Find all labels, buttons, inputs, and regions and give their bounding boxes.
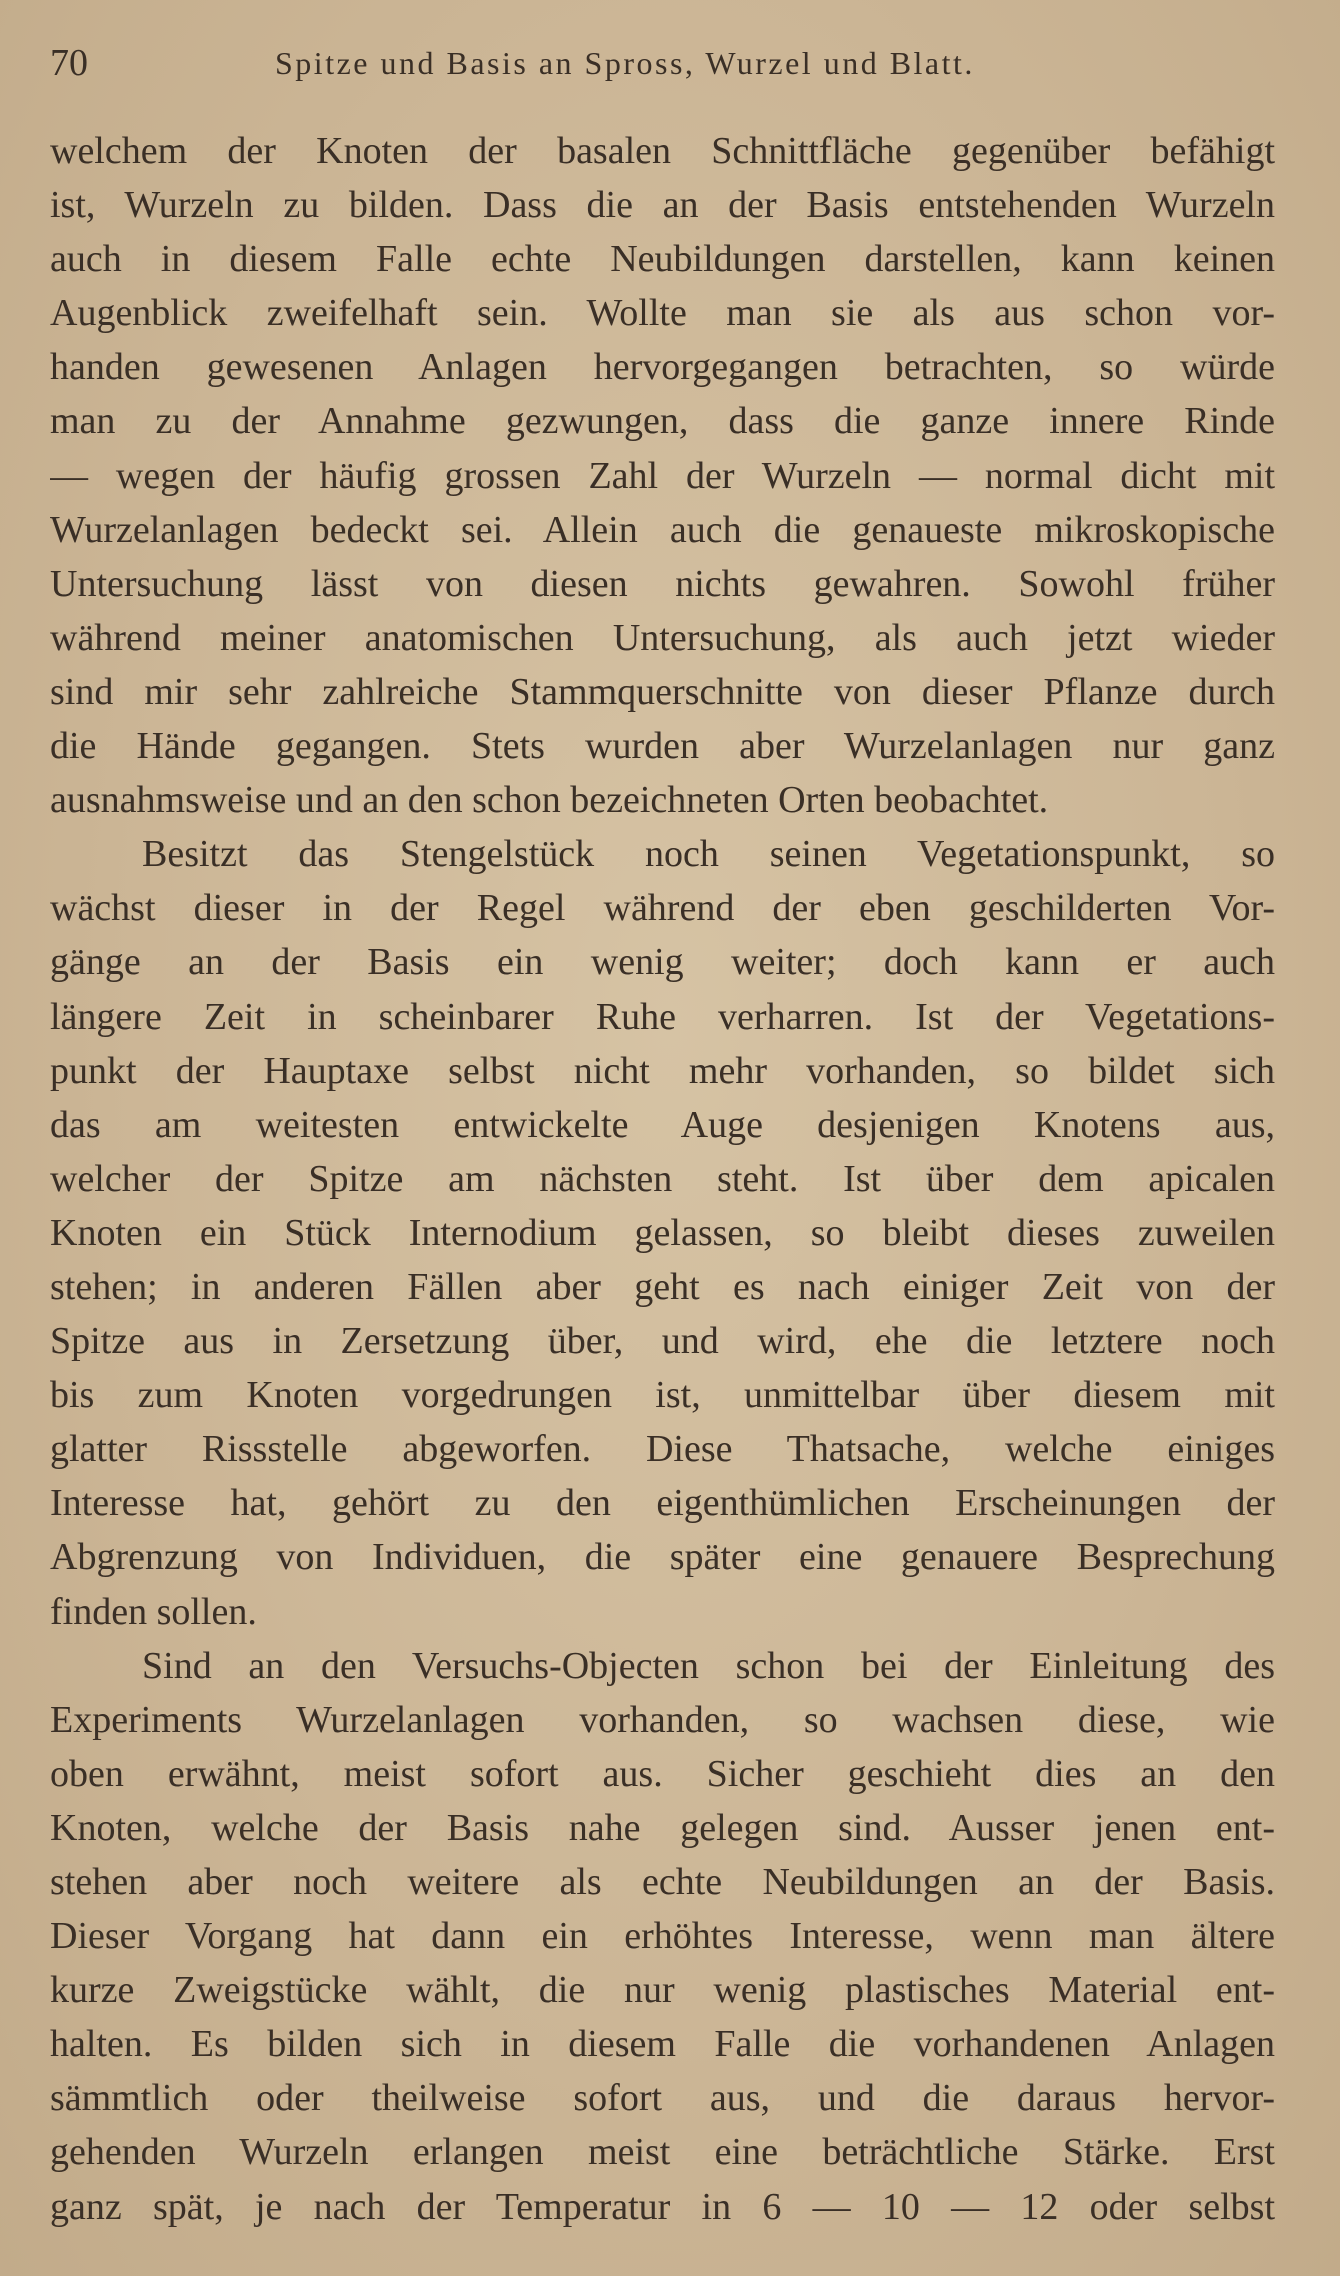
text-line: finden sollen. — [50, 1590, 257, 1633]
text-line: sind mir sehr zahlreiche Stammquerschnitte von dieser Pflanze durch — [50, 670, 1275, 713]
text-line: kurze Zweigstücke wählt, die nur wenig plastisches Material ent- — [50, 1969, 1275, 2012]
page-number: 70 — [50, 42, 88, 84]
text-line: Spitze aus in Zersetzung über, und wird, ehe die letztere noch — [50, 1320, 1275, 1363]
running-title: Spitze und Basis an Spross, Wurzel und Blatt. — [275, 45, 975, 81]
text-line: bis zum Knoten vorgedrungen ist, unmittelbar über diesem mit — [50, 1374, 1275, 1417]
paragraph — [50, 827, 1275, 1638]
text-line: Dieser Vorgang hat dann ein erhöhtes Interesse, wenn man ältere — [50, 1915, 1275, 1958]
text-line: Augenblick zweifelhaft sein. Wollte man sie als aus schon vor- — [50, 292, 1275, 335]
text-line: punkt der Hauptaxe selbst nicht mehr vorhanden, so bildet sich — [50, 1049, 1275, 1092]
text-line: Knoten, welche der Basis nahe gelegen sind. Ausser jenen ent- — [50, 1806, 1275, 1849]
text-line: welchem der Knoten der basalen Schnittfläche gegenüber befähigt — [50, 130, 1275, 172]
text-line: wächst dieser in der Regel während der eben geschilderten Vor- — [50, 887, 1275, 930]
text-line: Besitzt das Stengelstück noch seinen Vegetationspunkt, so — [142, 833, 1275, 876]
text-line: Interesse hat, gehört zu den eigenthümlichen Erscheinungen der — [50, 1482, 1275, 1525]
text-line: man zu der Annahme gezwungen, dass die ganze innere Rinde — [50, 400, 1275, 443]
text-line: während meiner anatomischen Untersuchung, als auch jetzt wieder — [50, 616, 1275, 659]
text-line: Wurzelanlagen bedeckt sei. Allein auch die genaueste mikroskopische — [50, 508, 1275, 551]
text-line: — wegen der häufig grossen Zahl der Wurzeln — normal dicht mit — [50, 454, 1275, 497]
paragraph — [50, 1639, 1275, 2234]
text-line: Untersuchung lässt von diesen nichts gewahren. Sowohl früher — [50, 562, 1275, 605]
text-line: längere Zeit in scheinbarer Ruhe verharren. Ist der Vegetations- — [50, 995, 1275, 1038]
text-line: gehenden Wurzeln erlangen meist eine beträchtliche Stärke. Erst — [50, 2131, 1275, 2174]
text-line: handen gewesenen Anlagen hervorgegangen betrachten, so würde — [50, 346, 1275, 389]
text-line: Experiments Wurzelanlagen vorhanden, so wachsen diese, wie — [50, 1698, 1275, 1741]
text-line: sämmtlich oder theilweise sofort aus, und die daraus hervor- — [50, 2077, 1275, 2120]
running-head — [50, 38, 1275, 88]
text-line: gänge an der Basis ein wenig weiter; doch kann er auch — [50, 941, 1275, 984]
text-line: ausnahmsweise und an den schon bezeichneten Orten beobachtet. — [50, 779, 1049, 822]
text-line: glatter Rissstelle abgeworfen. Diese Thatsache, welche einiges — [50, 1428, 1275, 1471]
body-text — [50, 124, 1275, 2234]
text-line: welcher der Spitze am nächsten steht. Ist über dem apicalen — [50, 1157, 1275, 1200]
text-line: Sind an den Versuchs-Objecten schon bei der Einleitung des — [142, 1644, 1275, 1687]
text-line: stehen; in anderen Fällen aber geht es nach einiger Zeit von der — [50, 1265, 1275, 1308]
text-line: Knoten ein Stück Internodium gelassen, so bleibt dieses zuweilen — [50, 1211, 1275, 1254]
text-line: das am weitesten entwickelte Auge desjenigen Knotens aus, — [50, 1103, 1275, 1146]
text-line: oben erwähnt, meist sofort aus. Sicher geschieht dies an den — [50, 1752, 1275, 1795]
text-line: auch in diesem Falle echte Neubildungen darstellen, kann keinen — [50, 238, 1275, 281]
text-line: ganz spät, je nach der Temperatur in 6 — 10 — 12 oder selbst — [50, 2185, 1275, 2228]
text-line: Abgrenzung von Individuen, die später eine genauere Besprechung — [50, 1536, 1275, 1579]
text-line: stehen aber noch weitere als echte Neubildungen an der Basis. — [50, 1861, 1275, 1903]
text-line: halten. Es bilden sich in diesem Falle die vorhandenen Anlagen — [50, 2023, 1275, 2066]
paragraph — [50, 124, 1275, 827]
text-line: die Hände gegangen. Stets wurden aber Wurzelanlagen nur ganz — [50, 725, 1275, 768]
text-line: ist, Wurzeln zu bilden. Dass die an der Basis entstehenden Wurzeln — [50, 184, 1275, 227]
